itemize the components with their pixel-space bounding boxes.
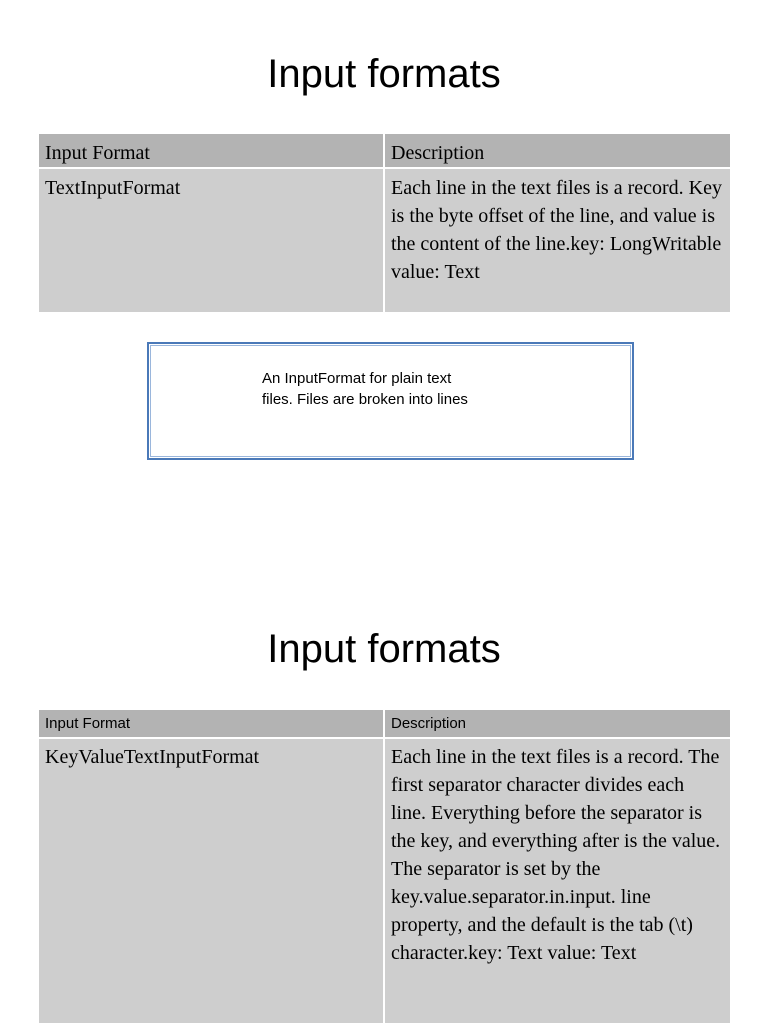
format-description-cell: Each line in the text files is a record. Key is the byte offset of the line, and value is the content of the line.key: LongWritable value: Text bbox=[384, 168, 730, 313]
table-header-row bbox=[39, 134, 730, 168]
format-description-cell: Each line in the text files is a record. The first separator character divides each line. Everything before the separator is the key, and everything after is the value. The separator is set by the key.value.separator.in.input. line property, and the default is the tab (\t) character.key: Text value: Text bbox=[384, 738, 730, 1024]
note-callout-box bbox=[147, 342, 634, 460]
header-input-format: Input Format bbox=[39, 134, 384, 168]
table-header-row bbox=[39, 710, 730, 738]
table-row bbox=[39, 738, 730, 1024]
slide-title: Input formats bbox=[267, 627, 501, 671]
header-input-format: Input Format bbox=[39, 710, 384, 738]
header-description: Description bbox=[384, 710, 730, 738]
header-description: Description bbox=[384, 134, 730, 168]
format-name-cell: TextInputFormat bbox=[39, 168, 384, 313]
slide-title: Input formats bbox=[267, 52, 501, 96]
input-format-table bbox=[39, 710, 730, 1025]
input-format-table bbox=[39, 134, 730, 314]
format-name-cell: KeyValueTextInputFormat bbox=[39, 738, 384, 1024]
note-text: An InputFormat for plain text files. Files are broken into lines bbox=[262, 370, 468, 408]
table-row bbox=[39, 168, 730, 313]
